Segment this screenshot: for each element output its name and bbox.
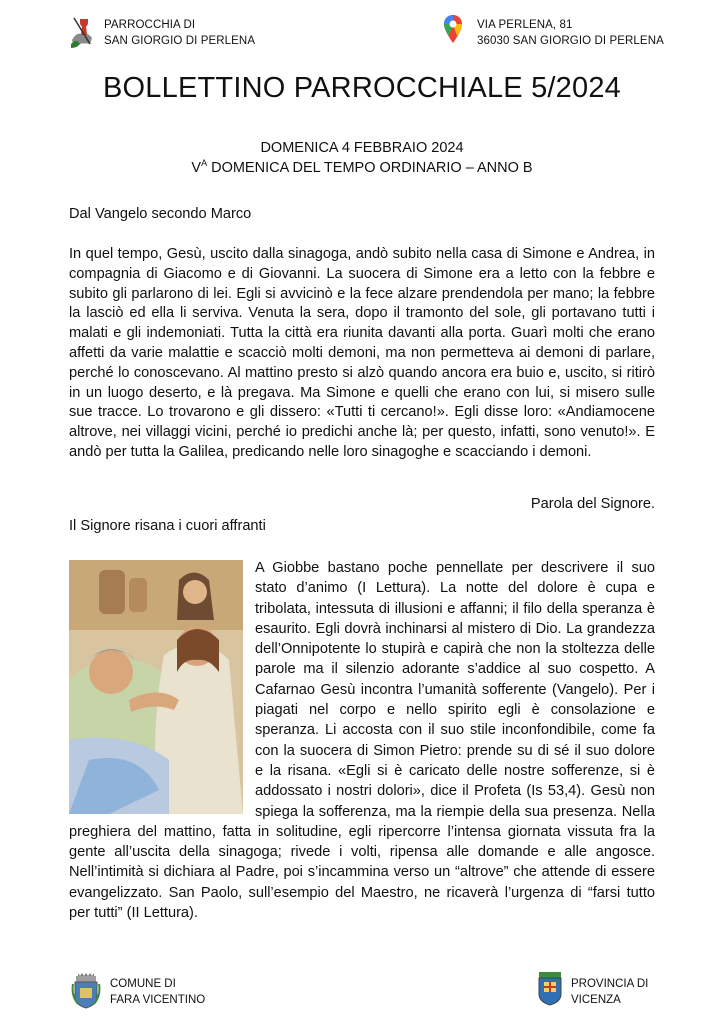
saint-george-logo-icon	[68, 14, 96, 50]
gospel-heading: Dal Vangelo secondo Marco	[69, 206, 252, 222]
comune-crest-icon	[70, 970, 102, 1010]
provincia-crest-icon	[537, 970, 563, 1006]
bulletin-title: BOLLETTINO PARROCCHIALE 5/2024	[103, 72, 621, 104]
date-line: DOMENICA 4 FEBBRAIO 2024	[260, 140, 464, 156]
comune-line1: COMUNE DI	[110, 978, 176, 990]
address-header	[443, 14, 664, 49]
parish-name-line2: SAN GIORGIO DI PERLENA	[104, 35, 256, 47]
sunday-ordinal-sup: A	[201, 158, 208, 169]
parish-header	[68, 14, 255, 50]
parish-name-line1: PARROCCHIA DI	[104, 19, 196, 31]
reflection-body: A Giobbe bastano poche pennellate per descrivere il suo stato d’animo (I Lettura). La notte del dolore è cupa e tribolata, intessuta di illusioni e affanni; il filo della speranza è esaurito. Egli dovrà inchinarsi al mistero di Dio. La grandezza dell’Onnipotente lo stupirà e capirà che non la stoltezza delle parole ma il silenzio adorante s’addice al suo cospetto. A Cafarnao Gesù incontra l’umanità sofferente (Vangelo). Per i piagati nel corpo e nello spirito egli è consolazione e speranza. Li accosta con il suo stile inconfondibile, come fa con la suocera di Simon Pietro: prende su di sé il suo dolore e la risana. «Egli si è caricato delle nostre sofferenze, si è addossato i nostri dolori», dice il Profeta (Is 53,4). Gesù non spiega la sofferenza, ma la riempie della sua presenza. Nella preghiera del mattino, fatta in solitudine, egli ripercorre l’intensa giornata vissuta fra la gente all’uscita della sinagoga; rivede i volti, ripensa alle domande e alle angosce. Nell’intimità si dichiara al Padre, poi s’incammina verso un “altrove” che attende di essere evangelizzato. San Paolo, sull’esempio del Maestro, ne ricaverà l’urgenza di “farsi tutto per tutti” (II Lettura).	[69, 560, 655, 922]
sunday-line	[0, 158, 724, 178]
provincia-footer	[537, 970, 648, 1008]
gospel-body: In quel tempo, Gesù, uscito dalla sinagoga, andò subito nella casa di Simone e Andrea, in compagnia di Giacomo e di Giovanni. La suocera di Simone era a letto con la febbre e subito gli parlarono di lei. Egli si avvicinò e la fece alzare prendendola per mano; la febbre la lasciò ed ella li serviva. Venuta la sera, dopo il tramonto del sole, gli portavano tutti i malati e gli indemoniati. Tutta la città era riunita davanti alla porta. Guarì molti che erano affetti da varie malattie e scacciò molti demoni, ma non permetteva ai demoni di parlare, perché lo conoscevano. Al mattino presto si alzò quando ancora era buio e, uscito, si ritirò in un luogo deserto, e là pregava. Ma Simone e quelli che erano con lui, si misero sulle sue tracce. Lo trovarono e gli dissero: «Tutti ti cercano!». Egli disse loro: «Andiamocene altrove, nei villaggi vicini, perché io predichi anche là; per questo, infatti, sono venuto!». E andò per tutta la Galilea, predicando nelle loro sinagoghe e scacciando i demoni.	[69, 246, 655, 460]
reflection-section	[69, 558, 655, 923]
address-street: VIA PERLENA, 81	[477, 19, 573, 31]
gospel-closing: Parola del Signore.	[530, 496, 655, 512]
map-pin-icon	[443, 14, 463, 44]
sunday-ordinal: V	[191, 160, 202, 176]
provincia-line1: PROVINCIA DI	[571, 978, 649, 990]
healing-illustration-icon	[69, 560, 243, 814]
provincia-line2: VICENZA	[571, 994, 621, 1006]
comune-line2: FARA VICENTINO	[110, 994, 206, 1006]
sunday-description: DOMENICA DEL TEMPO ORDINARIO – ANNO B	[207, 160, 533, 176]
liturgical-date	[0, 138, 724, 178]
reflection-heading: Il Signore risana i cuori affranti	[69, 518, 266, 534]
address-city: 36030 SAN GIORGIO DI PERLENA	[477, 35, 664, 47]
comune-footer	[70, 970, 205, 1010]
